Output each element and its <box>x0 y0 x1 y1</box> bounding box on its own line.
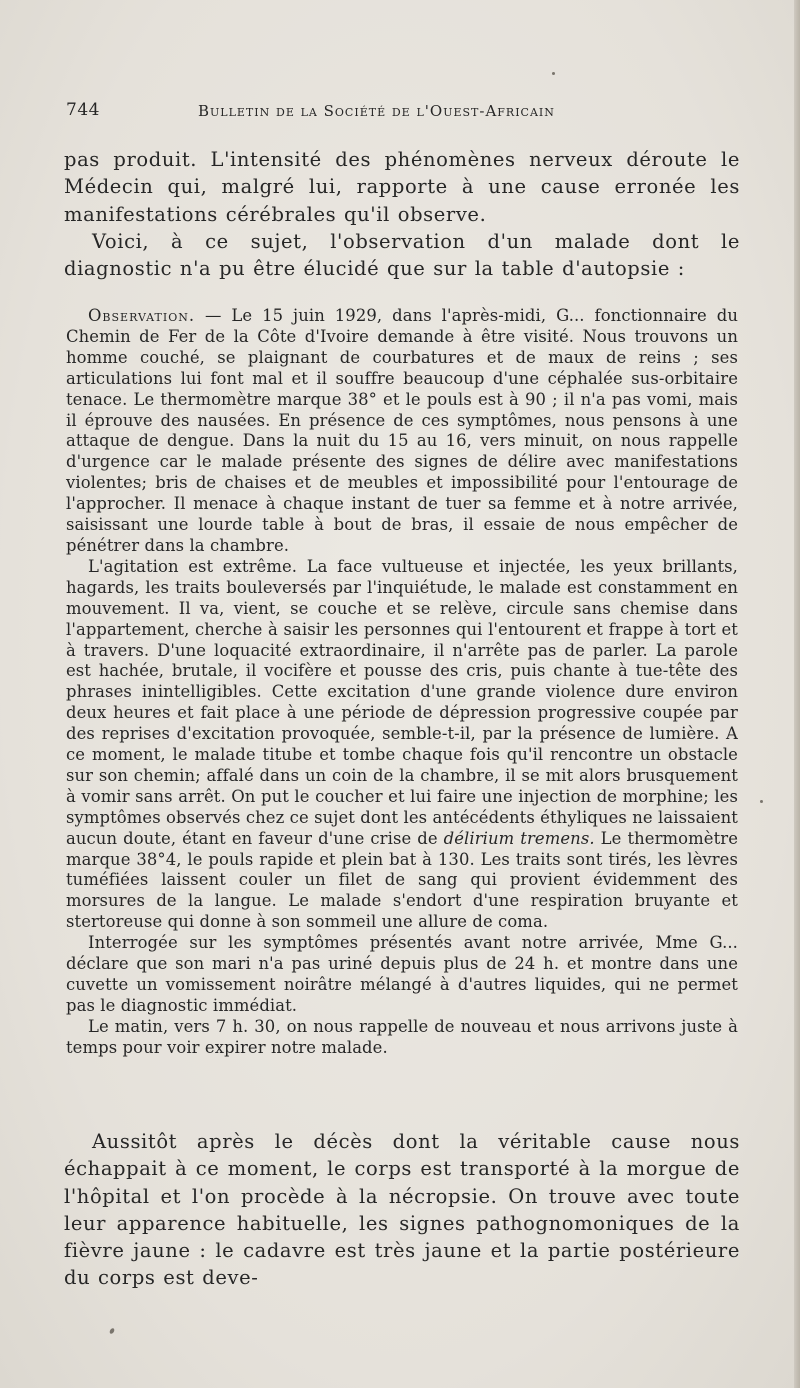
observation-paragraph-4: Le matin, vers 7 h. 30, on nous rappelle de nouveau et nous arrivons juste à temps pour voir expirer notre malade. <box>66 1016 738 1057</box>
page-header <box>66 100 746 126</box>
intro-paragraph-2: Voici, à ce sujet, l'observation d'un malade dont le diagnostic n'a pu être élucidé que sur la table d'autopsie : <box>64 229 740 281</box>
closing-text <box>64 1128 740 1292</box>
page-edge-shadow <box>794 0 800 1388</box>
observation-paragraph-1 <box>66 306 738 557</box>
page-number: 744 <box>66 100 100 120</box>
intro-text <box>64 146 740 282</box>
observation-text-1: — Le 15 juin 1929, dans l'après-midi, G... fonctionnaire du Chemin de Fer de la Côte d'Ivoire demande à être visité. Nous trouvons un homme couché, se plaignant de courbatures et de maux de reins ; ses articulations lui font mal et il souffre beaucoup d'une céphalée sus-orbitaire tenace. Le thermomètre marque 38° et le pouls est à 90 ; il n'a pas vomi, mais il éprouve des nausées. En présence de ces symptômes, nous pensons à une attaque de dengue. Dans la nuit du 15 au 16, vers minuit, on nous rappelle d'urgence car le malade présente des signes de délire avec manifestations violentes; bris de chaises et de meubles et impossibilité pour l'entourage de l'approcher. Il menace à chaque instant de tuer sa femme et à notre arrivée, saisissant une lourde table à bout de bras, il essaie de nous empêcher de pénétrer dans la chambre. <box>66 306 739 555</box>
observation-text-2b: Le thermomètre marque 38°4, le pouls rapide et plein bat à 130. Les traits sont tirés, les lèvres tuméfiées laissent couler un filet de sang qui provient évidemment des morsures de la langue. Le malade s'endort d'une respiration bruyante et stertoreuse qui donne à son sommeil une allure de coma. <box>66 828 738 932</box>
scan-speck <box>760 800 763 803</box>
running-title: Bulletin de la Société de l'Ouest-Africain <box>198 102 555 120</box>
observation-block <box>66 306 738 1059</box>
scan-speck <box>552 72 555 75</box>
observation-label: Observation. <box>88 306 196 325</box>
closing-paragraph: Aussitôt après le décès dont la véritable cause nous échappait à ce moment, le corps est transporté à la morgue de l'hôpital et l'on procède à la nécropsie. On trouve avec toute leur apparence habituelle, les signes pathognomoniques de la fièvre jaune : le cadavre est très jaune et la partie postérieure du corps est deve- <box>64 1130 740 1290</box>
observation-paragraph-3: Interrogée sur les symptômes présentés avant notre arrivée, Mme G... déclare que son mari n'a pas uriné depuis plus de 24 h. et montre dans une cuvette un vomissement noirâtre mélangé à d'autres liquides, qui ne permet pas le diagnostic immédiat. <box>66 933 738 1015</box>
observation-paragraph-2 <box>66 557 738 933</box>
intro-paragraph-1: pas produit. L'intensité des phénomènes nerveux déroute le Médecin qui, malgré lui, rapporte à une cause erronée les manifestations cérébrales qu'il observe. <box>64 148 740 226</box>
observation-italic-term: délirium tremens. <box>443 828 595 848</box>
scan-speck <box>109 1327 115 1334</box>
observation-text-2a: L'agitation est extrême. La face vultueuse et injectée, les yeux brillants, hagards, les traits bouleversés par l'inquiétude, le malade est constamment en mouvement. Il va, vient, se couche et se relève, circule sans chemise dans l'appartement, cherche à saisir les personnes qui l'entourent et frappe à tort et à travers. D'une loquacité extraordinaire, il n'arrête pas de parler. La parole est hachée, brutale, il vocifère et pousse des cris, puis chante à tue-tête des phrases inintelligibles. Cette excitation d'une grande violence dure environ deux heures et fait place à une période de dépression progressive coupée par des reprises d'excitation provoquée, semble-t-il, par la présence de lumière. A ce moment, le malade titube et tombe chaque fois qu'il rencontre un obstacle sur son chemin; affalé dans un coin de la chambre, il se mit alors brusquement à vomir sans arrêt. On put le coucher et lui faire une injection de morphine; les symptômes observés chez ce sujet dont les antécédents éthyliques ne laissaient aucun doute, étant en faveur d'une crise de <box>66 556 738 848</box>
